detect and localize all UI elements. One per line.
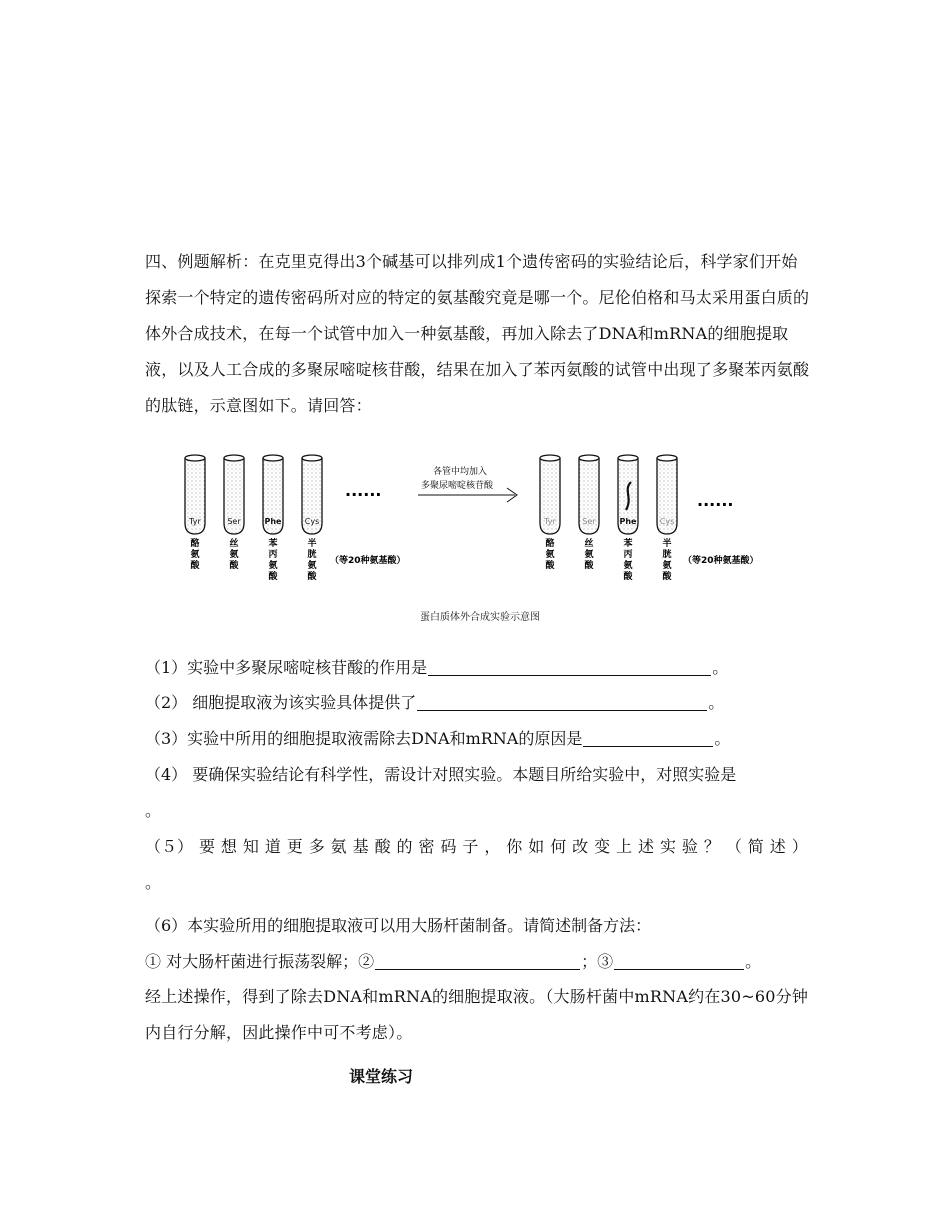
q5-char: ）	[791, 837, 808, 856]
tube-name-label: 苯丙氨酸	[623, 539, 633, 582]
q5-char: 基	[352, 837, 369, 856]
test-tube-right-phe	[618, 455, 638, 582]
q5-char: 要	[198, 837, 215, 856]
q5-char: 密	[418, 837, 435, 856]
test-tube-right-cys	[657, 455, 677, 582]
q5-char: 更	[286, 837, 303, 856]
tube-name-label: 丝氨酸	[229, 539, 239, 571]
test-tube-right-tyr	[540, 455, 560, 571]
q5-char: 改	[572, 837, 589, 856]
question-1: （1）实验中多聚尿嘧啶核苷酸的作用是 。	[145, 658, 729, 677]
test-tube-diagram	[175, 448, 785, 603]
tube-abbr-label: Cys	[659, 517, 675, 526]
answer-blank-1[interactable]	[428, 659, 711, 676]
q5-char: 变	[594, 837, 611, 856]
q5-char: 述	[769, 837, 786, 856]
tube-name-label: 丝氨酸	[584, 539, 594, 571]
tube-name-label: 酪氨酸	[545, 539, 555, 571]
question-5-end: 。	[145, 873, 162, 892]
tube-name-label: 苯丙氨酸	[268, 539, 278, 582]
test-tube-left-ser	[224, 455, 244, 571]
answer-blank-3[interactable]	[583, 730, 713, 747]
q5-char: 何	[550, 837, 567, 856]
q5-char: 的	[396, 837, 413, 856]
tube-abbr-label: Ser	[227, 517, 241, 526]
q5-char: 氨	[330, 837, 347, 856]
q5-char: ？	[703, 837, 720, 856]
tube-abbr-label: Phe	[619, 517, 637, 526]
q5-char: 多	[308, 837, 325, 856]
question-5	[145, 834, 808, 857]
q5-char: 验	[681, 837, 698, 856]
q5-char: 实	[659, 837, 676, 856]
ellipsis-left: ······	[345, 485, 382, 504]
q5-char: 码	[440, 837, 457, 856]
question-3: （3）实验中所用的细胞提取液需除去DNA和mRNA的原因是 。	[145, 729, 731, 748]
q5-char: （５）	[145, 837, 194, 856]
answer-blank-step2[interactable]	[375, 953, 580, 970]
ellipsis-right: ······	[697, 495, 734, 514]
note-left: （等20种氨基酸）	[330, 556, 406, 566]
tube-abbr-label: Tyr	[544, 517, 556, 526]
q5-char: ，	[484, 837, 501, 856]
tube-abbr-label: Tyr	[189, 517, 201, 526]
extract-note: 经上述操作，得到了除去DNA和mRNA的细胞提取液。（大肠杆菌中mRNA约在30~60分钟内自行分解，因此操作中可不考虑）。	[145, 987, 809, 1042]
experiment-figure	[175, 448, 785, 628]
answer-blank-2[interactable]	[417, 694, 707, 711]
arrow-label-1: 各管中均加入	[433, 467, 488, 477]
q5-char: （	[725, 837, 742, 856]
test-tube-left-phe	[263, 455, 283, 582]
question-4-end: 。	[145, 801, 162, 820]
answer-blank-step3[interactable]	[614, 953, 744, 970]
tube-abbr-label: Cys	[304, 517, 320, 526]
intro-paragraph: 四、例题解析：在克里克得出3个碱基可以排列成1个遗传密码的实验结论后，科学家们开始探索一个特定的遗传密码所对应的特定的氨基酸究竟是哪一个。尼伦伯格和马太采用蛋白质的体外合成技术，在每一个试管中加入一种氨基酸，再加入除去了DNA和mRNA的细胞提取液，以及人工合成的多聚尿嘧啶核苷酸，结果在加入了苯丙氨酸的试管中出现了多聚苯丙氨酸的肽链，示意图如下。请回答：	[145, 252, 810, 415]
section-title: 课堂练习	[349, 1067, 414, 1086]
q5-char: 述	[638, 837, 655, 856]
note-right: （等20种氨基酸）	[683, 556, 759, 566]
q5-char: 知	[242, 837, 259, 856]
figure-caption: 蛋白质体外合成实验示意图	[420, 612, 540, 623]
test-tube-left-tyr	[185, 455, 205, 571]
question-4: （4） 要确保实验结论有科学性，需设计对照实验。本题目所给实验中，对照实验是	[145, 765, 737, 784]
tube-name-label: 半胱氨酸	[307, 539, 317, 582]
q5-char: 道	[264, 837, 281, 856]
tube-abbr-label: Phe	[264, 517, 282, 526]
question-6-steps: ① 对大肠杆菌进行振荡裂解；② ；③ 。	[145, 952, 762, 971]
tube-abbr-label: Ser	[582, 517, 596, 526]
q5-char: 想	[220, 837, 237, 856]
test-tube-left-cys	[302, 455, 322, 582]
question-6: （6）本实验所用的细胞提取液可以用大肠杆菌制备。请简述制备方法：	[145, 916, 652, 935]
arrow-label-2: 多聚尿嘧啶核苷酸	[421, 481, 494, 491]
q5-char: 如	[528, 837, 545, 856]
q5-char: 子	[462, 837, 479, 856]
q5-char: 酸	[374, 837, 391, 856]
tube-name-label: 半胱氨酸	[662, 539, 672, 582]
q5-char: 你	[506, 837, 523, 856]
q5-char: 上	[616, 837, 633, 856]
question-2: （2） 细胞提取液为该实验具体提供了 。	[145, 693, 725, 712]
test-tube-right-ser	[579, 455, 599, 571]
tube-name-label: 酪氨酸	[190, 539, 200, 571]
q5-char: 简	[747, 837, 764, 856]
